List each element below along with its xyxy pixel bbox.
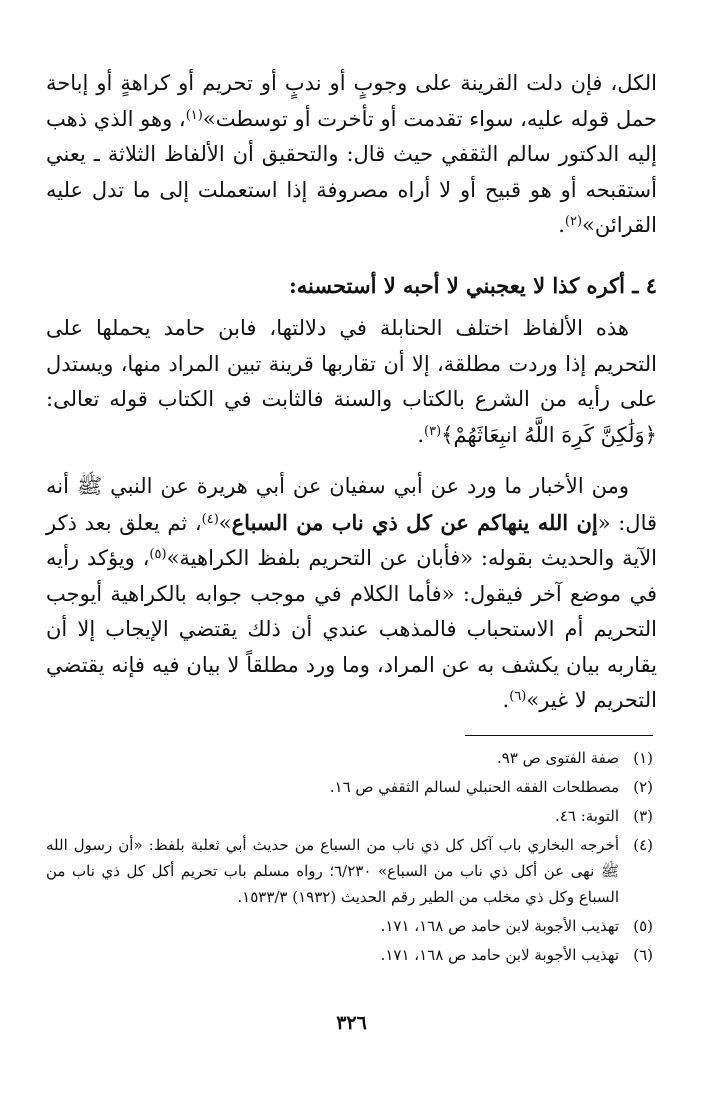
footnote-item	[46, 774, 653, 800]
footnote-item	[46, 942, 653, 968]
paragraph-2: هذه الألفاظ اختلف الحنابلة في دلالتها، فابن حامد يحملها على التحريم إذا وردت مطلقة، إلا أن تقاربها قرينة تبين المراد منها، ويستدل على رأيه من الشرع بالكتاب والسنة فالثابت في الكتاب قوله تعالى: ﴿وَلَٰكِنَّ كَرِهَ اللَّهُ انبِعَاثَهُمْ﴾$^{(٣)}$.	[46, 316, 657, 447]
section-heading: ٤ ـ أكره كذا لا يعجبني لا أحبه لا أستحسنه:	[289, 272, 657, 298]
footnote-text: صفة الفتوى ص ٩٣.	[496, 749, 619, 767]
footnote-number: (٦)	[633, 946, 653, 964]
footnote-number: (٤)	[633, 836, 653, 854]
footnote-ref-2[interactable]: (٢)	[564, 214, 583, 229]
footnote-item	[46, 832, 653, 910]
footnote-ref-3[interactable]: (٣)	[424, 423, 442, 439]
footnote-ref-5[interactable]: (٥)	[149, 547, 167, 562]
footnotes	[46, 745, 653, 971]
footnote-item	[46, 745, 653, 771]
footnote-item	[46, 803, 653, 829]
footnote-divider	[465, 735, 653, 736]
footnote-text: التوبة: ٤٦.	[555, 807, 619, 825]
footnote-number: (٥)	[633, 917, 653, 935]
footnote-text: مصطلحات الفقه الحنبلي لسالم الثقفي ص ١٦.	[329, 778, 619, 796]
footnote-number: (١)	[633, 749, 653, 767]
footnote-text: تهذيب الأجوبة لابن حامد ص ١٦٨، ١٧١.	[380, 917, 619, 935]
footnote-ref-6[interactable]: (٦)	[509, 689, 527, 704]
footnote-number: (٢)	[633, 778, 653, 796]
footnote-number: (٣)	[633, 807, 653, 825]
footnote-item	[46, 913, 653, 939]
footnote-ref-4[interactable]: (٤)	[201, 511, 219, 527]
footnote-ref-1[interactable]: (١)	[185, 107, 203, 123]
footnote-text: أخرجه البخاري باب آكل كل ذي ناب من السباع من حديث أبي ثعلبة بلفظ: «أن رسول الله ﷺ نهى عن أكل ذي ناب من السباع» ٦/٢٣٠؛ رواه مسلم باب تحريم أكل كل ذي ناب من السباع وكل ذي مخلب من الطير رقم الحديث (١٩٣٢) ١٥٣٣/٣.	[46, 836, 619, 906]
hadith-quote: إن الله ينهاكم عن كل ذي ناب من السباع	[231, 509, 598, 535]
paragraph-1: الكل، فإن دلت القرينة على وجوبٍ أو ندبٍ أو تحريم أو كراهةٍ أو إباحة حمل قوله عليه، سواء تقدمت أو تأخرت أو توسطت»$^{(١)}$، وهو الذي ذهب إليه الدكتور سالم الثقفي حيث قال: والتحقيق أن الألفاظ الثلاثة ـ يعني أستقبحه أو هو قبيح أو لا أراه مصروفة إذا استعملت إلى ما تدل عليه القرائن»$^{(٢)}$.	[46, 71, 658, 237]
paragraph-3: ومن الأخبار ما ورد عن أبي سفيان عن أبي هريرة عن النبي ﷺ أنه قال: «إن الله ينهاكم عن كل ذي ناب من السباع»$^{(٤)}$، ثم يعلق بعد ذكر الآية والحديث بقوله: «فأبان عن التحريم بلفظ الكراهية»$^{(٥)}$، ويؤكد رأيه في موضع آخر فيقول: «فأما الكلام في موجب جوابه بالكراهية أيوجب التحريم أم الاستحباب فالمذهب عندي أن ذلك يقتضي الإيجاب إلا أن يقاربه بيان يكشف به عن المراد، وما ورد مطلقاً لا بيان فيه فإنه يقتضي التحريم لا غير»$^{(٦)}$.	[46, 474, 658, 712]
footnote-text: تهذيب الأجوبة لابن حامد ص ١٦٨، ١٧١.	[380, 946, 619, 964]
main-text	[46, 66, 657, 719]
page-number: ٣٢٦	[336, 1012, 367, 1034]
